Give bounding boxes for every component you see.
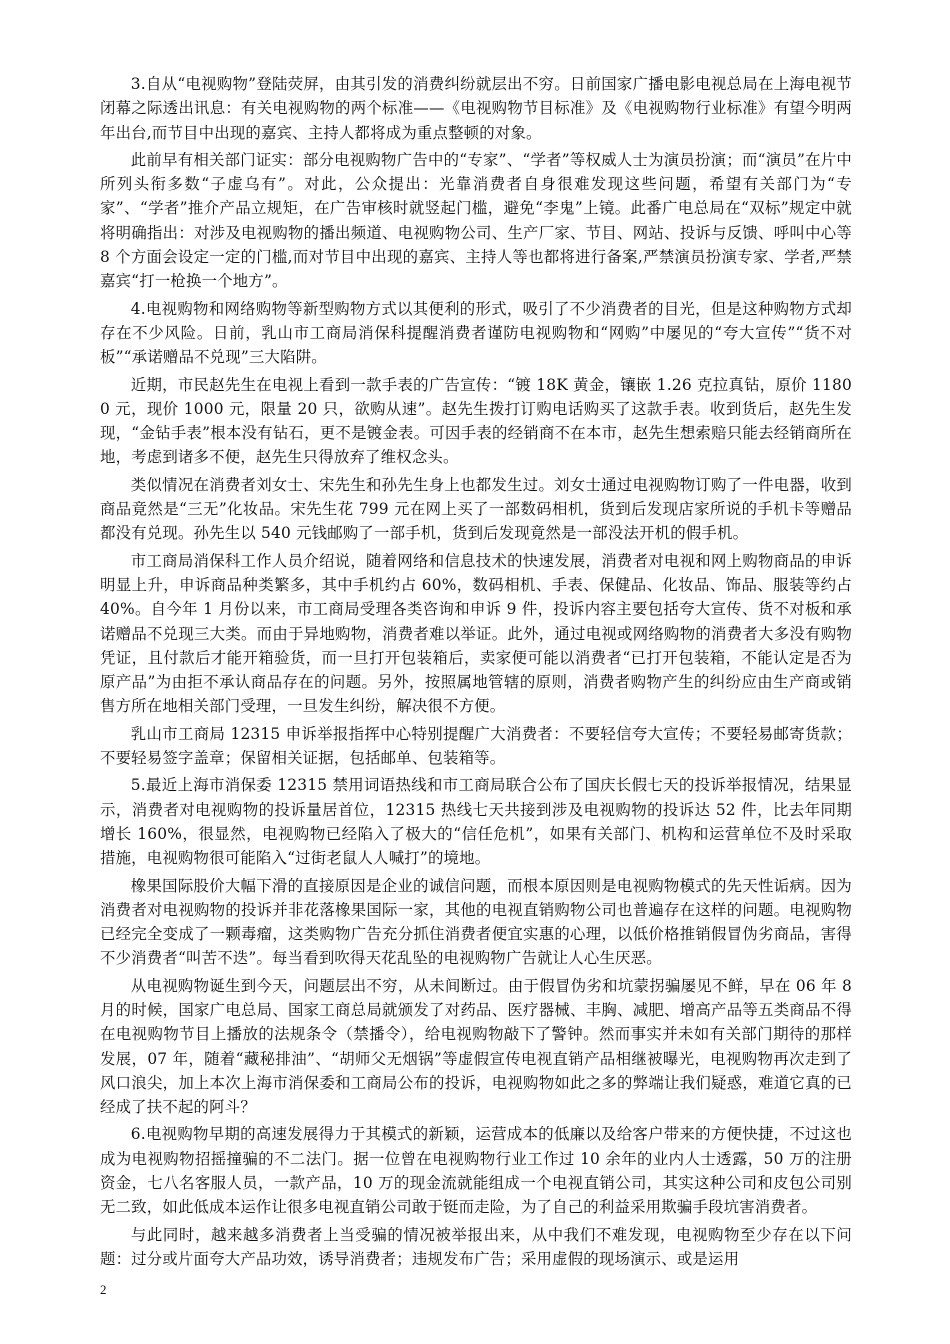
paragraph-5: 类似情况在消费者刘女士、宋先生和孙先生身上也都发生过。刘女士通过电视购物订购了一件电器，收到商品竟然是“三无”化妆品。宋先生花 799 元在网上买了一部数码相机，货到后发现店家所说的手机卡等赠品都没有兑现。孙先生以 540 元钱邮购了一部手机，货到后发现竟然是一部没法开机的假手机。 (100, 475, 852, 543)
paragraph-9: 橡果国际股价大幅下滑的直接原因是企业的诚信问题，而根本原因则是电视购物模式的先天性诟病。因为消费者对电视购物的投诉并非花落橡果国际一家，其他的电视直销购物公司也普遍存在这样的问题。电视购物已经完全变成了一颗毒瘤，这类购物广告充分抓住消费者便宜实惠的心理，以低价格推销假冒伪劣商品，害得不少消费者“叫苦不迭”。每当看到吹得天花乱坠的电视购物广告就让人心生厌恶。 (100, 876, 852, 968)
paragraph-3: 4.电视购物和网络购物等新型购物方式以其便利的形式，吸引了不少消费者的目光，但是这种购物方式却存在不少风险。日前，乳山市工商局消保科提醒消费者谨防电视购物和“网购”中屡见的“夸大宣传”“货不对板”“承诺赠品不兑现”三大陷阱。 (100, 299, 852, 367)
paragraph-6: 市工商局消保科工作人员介绍说，随着网络和信息技术的快速发展，消费者对电视和网上购物商品的申诉明显上升，申诉商品种类繁多，其中手机约占 60%，数码相机、手表、保健品、化妆品、饰品、服装等约占 40%。自今年 1 月份以来，市工商局受理各类咨询和申诉 9 件，投诉内容主要包括夸大宣传、货不对板和承诺赠品不兑现三大类。而由于异地购物，消费者难以举证。此外，通过电视或网络购物的消费者大多没有购物凭证，且付款后才能开箱验货，而一旦打开包装箱后，卖家便可能以消费者“已打开包装箱，不能认定是否为原产品”为由拒不承认商品存在的问题。另外，按照属地管辖的原则，消费者购物产生的纠纷应由生产商或销售方所在地相关部门受理，一旦发生纠纷，解决很不方便。 (100, 551, 852, 716)
paragraph-11: 6.电视购物早期的高速发展得力于其模式的新颖，运营成本的低廉以及给客户带来的方便快捷，不过这也成为电视购物招摇撞骗的不二法门。据一位曾在电视购物行业工作过 10 余年的业内人士透露，50 万的注册资金，七八名客服人员，一款产品，10 万的现金流就能组成一个电视直销公司，其实这种公司和皮包公司别无二致，如此低成本运作让很多电视直销公司敢于铤而走险，为了自己的利益采用欺骗手段坑害消费者。 (100, 1125, 852, 1217)
page-number: 2 (100, 1282, 107, 1297)
paragraph-12: 与此同时，越来越多消费者上当受骗的情况被举报出来，从中我们不难发现，电视购物至少存在以下问题：过分或片面夸大产品功效，诱导消费者；违规发布广告；采用虚假的现场演示、或是运用 (100, 1225, 852, 1268)
paragraph-2: 此前早有相关部门证实：部分电视购物广告中的“专家”、“学者”等权威人士为演员扮演；而“演员”在片中所列头衔多数“子虚乌有”。对此，公众提出：光靠消费者自身很难发现这些问题，希望有关部门为“专家”、“学者”推介产品立规矩，在广告审核时就竖起门槛，避免“李鬼”上镜。此番广电总局在“双标”规定中就将明确指出：对涉及电视购物的播出频道、电视购物公司、生产厂家、节目、网站、投诉与反馈、呼叫中心等 8 个方面会设定一定的门槛,而对节目中出现的嘉宾、主持人等也都将进行备案,严禁演员扮演专家、学者,严禁嘉宾“打一枪换一个地方”。 (100, 150, 852, 291)
paragraph-1: 3.自从“电视购物”登陆荧屏，由其引发的消费纠纷就层出不穷。日前国家广播电影电视总局在上海电视节闭幕之际透出讯息：有关电视购物的两个标准——《电视购物节目标准》及《电视购物行业标准》有望今明两年出台,而节目中出现的嘉宾、主持人都将成为重点整顿的对象。 (100, 75, 852, 142)
paragraph-7: 乳山市工商局 12315 申诉举报指挥中心特别提醒广大消费者：不要轻信夸大宣传；不要轻易邮寄货款；不要轻易签字盖章；保留相关证据，包括邮单、包装箱等。 (100, 724, 852, 768)
paragraph-4: 近期，市民赵先生在电视上看到一款手表的广告宣传：“镀 18K 黄金，镶嵌 1.26 克拉真钻，原价 11800 元，现价 1000 元，限量 20 只，欲购从速”。赵先生拨打订购电话购买了这款手表。收到货后，赵先生发现，“金钻手表”根本没有钻石，更不是镀金表。可因手表的经销商不在本市，赵先生想索赔只能去经销商所在地，考虑到诸多不便，赵先生只得放弃了维权念头。 (100, 375, 852, 467)
paragraph-10: 从电视购物诞生到今天，问题层出不穷，从未间断过。由于假冒伪劣和坑蒙拐骗屡见不鲜，早在 06 年 8 月的时候，国家广电总局、国家工商总局就颁发了对药品、医疗器械、丰胸、减肥、增高产品等五类商品不得在电视购物节目上播放的法规条令（禁播令），给电视购物敲下了警钟。然而事实并未如有关部门期待的那样发展，07 年，随着“藏秘排油”、“胡师父无烟锅”等虚假宣传电视直销产品相继被曝光，电视购物再次走到了风口浪尖，加上本次上海市消保委和工商局公布的投诉，电视购物如此之多的弊端让我们疑惑，难道它真的已经成了扶不起的阿斗？ (100, 976, 852, 1117)
document-body (100, 72, 852, 1274)
paragraph-8: 5.最近上海市消保委 12315 禁用词语热线和市工商局联合公布了国庆长假七天的投诉举报情况，结果显示，消费者对电视购物的投诉量居首位，12315 热线七天共接到涉及电视购物的投诉达 52 件，比去年同期增长 160%，很显然，电视购物已经陷入了极大的“信任危机”，如果有关部门、机构和运营单位不及时采取措施，电视购物很可能陷入“过街老鼠人人喊打”的境地。 (100, 776, 852, 868)
